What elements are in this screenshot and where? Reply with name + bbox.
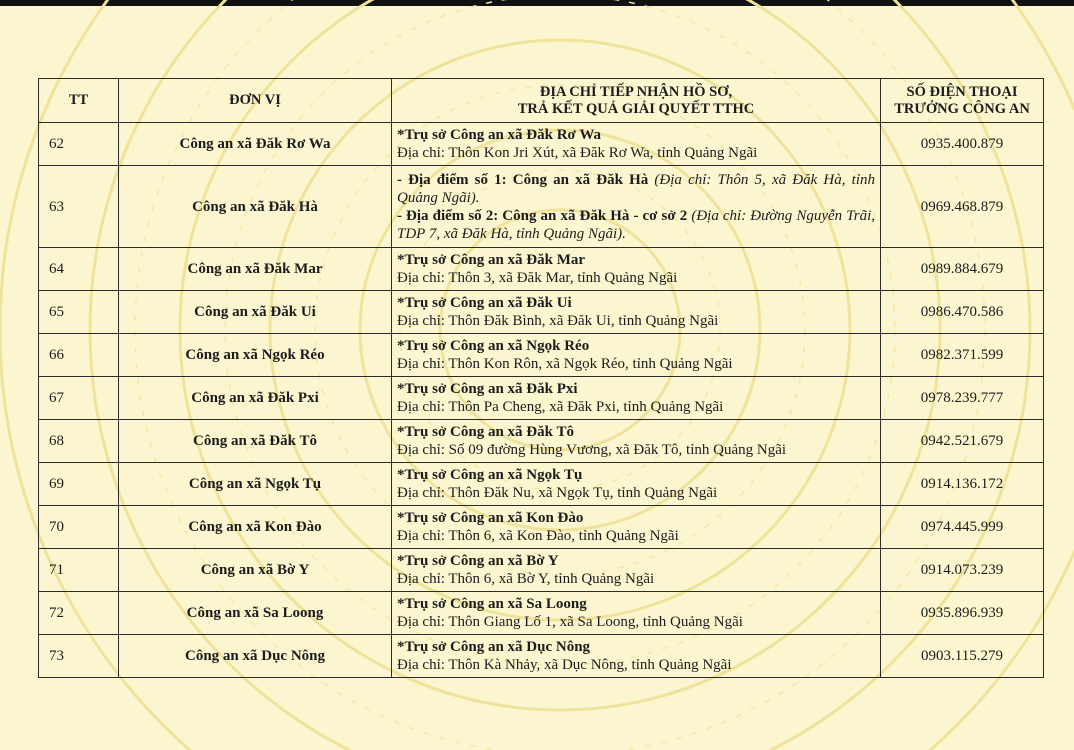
table-row: [39, 334, 1044, 377]
header-address: [392, 79, 881, 123]
row-number: 65: [39, 291, 119, 334]
location-1-detail: (Địa chỉ: Thôn 5, xã Đăk Hà, tỉnh Quảng Ngãi).: [397, 171, 875, 206]
unit-name: Công an xã Đăk Rơ Wa: [119, 123, 392, 166]
headquarters-label: *Trụ sở Công an xã Đăk Mar: [397, 252, 586, 268]
unit-name: Công an xã Đăk Mar: [119, 248, 392, 291]
row-number: 67: [39, 377, 119, 420]
row-number: 70: [39, 506, 119, 549]
address-cell: [392, 506, 881, 549]
unit-name: Công an xã Đăk Tô: [119, 420, 392, 463]
headquarters-label: *Trụ sở Công an xã Bờ Y: [397, 553, 559, 569]
headquarters-label: *Trụ sở Công an xã Ngọk Tụ: [397, 467, 583, 483]
address-cell: [392, 123, 881, 166]
unit-name: Công an xã Dục Nông: [119, 635, 392, 678]
table-row: [39, 377, 1044, 420]
table-row: [39, 506, 1044, 549]
unit-name: Công an xã Ngọk Tụ: [119, 463, 392, 506]
headquarters-label: *Trụ sở Công an xã Đăk Pxi: [397, 381, 578, 397]
headquarters-label: *Trụ sở Công an xã Đăk Ui: [397, 295, 572, 311]
headquarters-label: *Trụ sở Công an xã Ngọk Réo: [397, 338, 590, 354]
address-cell: [392, 549, 881, 592]
row-number: 68: [39, 420, 119, 463]
address-text: Địa chỉ: Thôn 6, xã Kon Đào, tỉnh Quảng Ngãi: [397, 528, 679, 544]
unit-name: Công an xã Đăk Pxi: [119, 377, 392, 420]
phone-number: 0935.896.939: [881, 592, 1044, 635]
phone-number: 0989.884.679: [881, 248, 1044, 291]
headquarters-label: *Trụ sở Công an xã Sa Loong: [397, 596, 587, 612]
address-text: Địa chỉ: Thôn Kon Rôn, xã Ngọk Réo, tỉnh Quảng Ngãi: [397, 356, 733, 372]
row-number: 62: [39, 123, 119, 166]
header-phone: [881, 79, 1044, 123]
address-text: Địa chỉ: Thôn Đăk Nu, xã Ngọk Tụ, tỉnh Quảng Ngãi: [397, 485, 718, 501]
address-text: Địa chỉ: Số 09 đường Hùng Vương, xã Đăk Tô, tỉnh Quảng Ngãi: [397, 442, 787, 458]
header-tt: TT: [39, 79, 119, 123]
headquarters-label: *Trụ sở Công an xã Đăk Tô: [397, 424, 574, 440]
table-row: [39, 463, 1044, 506]
phone-number: 0935.400.879: [881, 123, 1044, 166]
address-text: Địa chỉ: Thôn Giang Lố 1, xã Sa Loong, tỉnh Quảng Ngãi: [397, 614, 743, 630]
unit-name: Công an xã Sa Loong: [119, 592, 392, 635]
header-phone-line1: SỐ ĐIỆN THOẠI: [906, 83, 1018, 100]
row-number: 66: [39, 334, 119, 377]
address-cell: [392, 334, 881, 377]
header-unit: ĐƠN VỊ: [119, 79, 392, 123]
row-number: 63: [39, 166, 119, 248]
location-2: [397, 207, 875, 243]
row-number: 71: [39, 549, 119, 592]
headquarters-label: *Trụ sở Công an xã Đăk Rơ Wa: [397, 127, 602, 143]
phone-number: 0942.521.679: [881, 420, 1044, 463]
header-address-line1: ĐỊA CHỈ TIẾP NHẬN HỒ SƠ,: [539, 83, 733, 100]
table-header-row: [39, 79, 1044, 123]
address-text: Địa chỉ: Thôn Kon Jri Xút, xã Đăk Rơ Wa, tỉnh Quảng Ngãi: [397, 145, 758, 161]
table-row: [39, 635, 1044, 678]
address-cell: [392, 166, 881, 248]
address-cell: [392, 377, 881, 420]
address-cell: [392, 463, 881, 506]
unit-name: Công an xã Kon Đào: [119, 506, 392, 549]
headquarters-label: *Trụ sở Công an xã Kon Đào: [397, 510, 584, 526]
address-text: Địa chỉ: Thôn 3, xã Đăk Mar, tỉnh Quảng Ngãi: [397, 270, 678, 286]
address-text: Địa chỉ: Thôn Đăk Bình, xã Đăk Ui, tỉnh Quảng Ngãi: [397, 313, 719, 329]
unit-name: Công an xã Đăk Ui: [119, 291, 392, 334]
address-text: Địa chỉ: Thôn Pa Cheng, xã Đăk Pxi, tỉnh Quảng Ngãi: [397, 399, 724, 415]
address-cell: [392, 291, 881, 334]
table-row: [39, 166, 1044, 248]
phone-number: 0914.073.239: [881, 549, 1044, 592]
phone-number: 0986.470.586: [881, 291, 1044, 334]
phone-number: 0978.239.777: [881, 377, 1044, 420]
address-text: Địa chỉ: Thôn 6, xã Bờ Y, tỉnh Quảng Ngãi: [397, 571, 655, 587]
table-row: [39, 549, 1044, 592]
row-number: 69: [39, 463, 119, 506]
address-cell: [392, 248, 881, 291]
table-row: [39, 291, 1044, 334]
unit-name: Công an xã Bờ Y: [119, 549, 392, 592]
address-cell: [392, 635, 881, 678]
police-units-table: [38, 78, 1044, 678]
location-1-label: - Địa điểm số 1: Công an xã Đăk Hà: [397, 171, 649, 188]
phone-number: 0914.136.172: [881, 463, 1044, 506]
phone-number: 0903.115.279: [881, 635, 1044, 678]
table-row: [39, 248, 1044, 291]
address-cell: [392, 592, 881, 635]
phone-number: 0974.445.999: [881, 506, 1044, 549]
row-number: 73: [39, 635, 119, 678]
table-row: [39, 123, 1044, 166]
row-number: 72: [39, 592, 119, 635]
header-address-line2: TRẢ KẾT QUẢ GIẢI QUYẾT TTHC: [517, 100, 755, 117]
table-row: [39, 592, 1044, 635]
unit-name: Công an xã Ngọk Réo: [119, 334, 392, 377]
location-1: [397, 171, 875, 207]
address-cell: [392, 420, 881, 463]
row-number: 64: [39, 248, 119, 291]
header-phone-line2: TRƯỞNG CÔNG AN: [894, 100, 1030, 117]
table-row: [39, 420, 1044, 463]
unit-name: Công an xã Đăk Hà: [119, 166, 392, 248]
phone-number: 0969.468.879: [881, 166, 1044, 248]
address-text: Địa chỉ: Thôn Kà Nhảy, xã Dục Nông, tỉnh Quảng Ngãi: [397, 657, 732, 673]
headquarters-label: *Trụ sở Công an xã Dục Nông: [397, 639, 591, 655]
location-2-label: - Địa điểm số 2: Công an xã Đăk Hà - cơ sở 2: [397, 207, 688, 224]
location-2-detail: (Địa chỉ: Đường Nguyễn Trãi, TDP 7, xã Đăk Hà, tỉnh Quảng Ngãi).: [397, 207, 875, 242]
phone-number: 0982.371.599: [881, 334, 1044, 377]
